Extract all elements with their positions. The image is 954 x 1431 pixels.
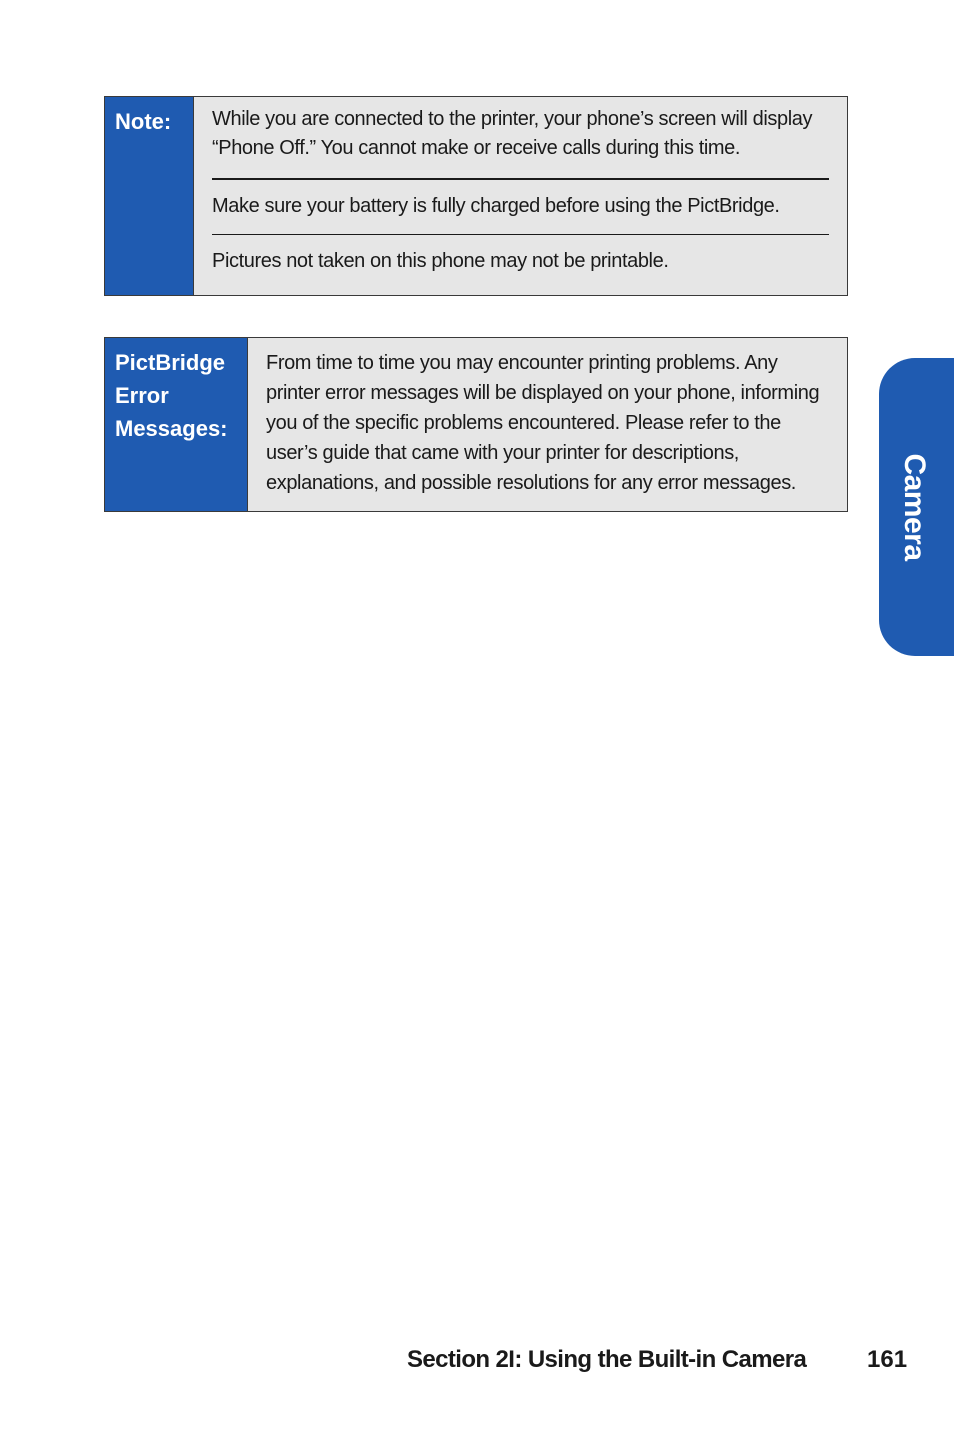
footer-page-number: 161: [867, 1346, 908, 1373]
pictbridge-label-line: Error: [115, 383, 169, 408]
pictbridge-label-line: PictBridge: [115, 350, 226, 375]
note-item-battery: Make sure your battery is fully charged before using the PictBridge.: [212, 195, 780, 217]
section-side-tab-label: Camera: [898, 453, 931, 561]
note-box: [104, 96, 848, 296]
note-body: [194, 97, 847, 295]
note-label: Note:: [105, 97, 194, 295]
pictbridge-label-line: Messages:: [115, 416, 228, 441]
pictbridge-error-box: [104, 337, 848, 512]
pictbridge-error-label: [105, 338, 248, 511]
note-item-connected: While you are connected to the printer, your phone’s screen will display “Phone Off.” You cannot make or receive calls during this time.: [212, 108, 813, 159]
note-divider: [212, 178, 829, 180]
footer-section-title: Section 2I: Using the Built-in Camera: [407, 1346, 807, 1373]
note-item-printable: Pictures not taken on this phone may not be printable.: [212, 250, 669, 272]
note-divider: [212, 234, 829, 235]
pictbridge-error-body: From time to time you may encounter printing problems. Any printer error messages will be displayed on your phone, informing you of the specific problems encountered. Please refer to the user’s guide that came with your printer for descriptions, explanations, and possible resolutions for any error messages.: [266, 352, 820, 494]
